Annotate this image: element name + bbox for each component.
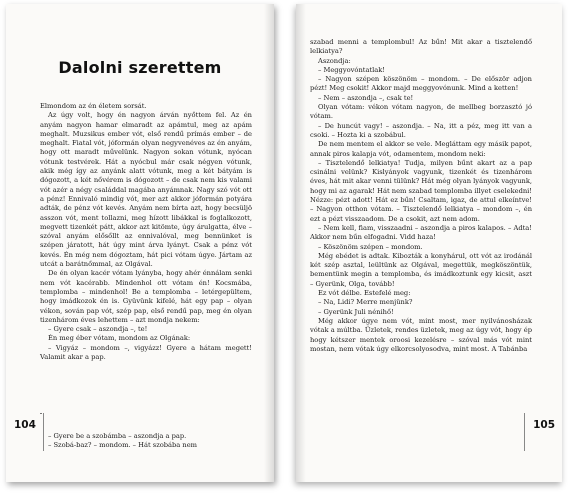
right-page — [296, 4, 562, 482]
paragraph: – Tisztelendő lelkiatya! Tudja, milyen bűnt akart az a pap csinálni velünk? Kislyányok vagyunk, tizenkét és tizenhárom éves, hát mit akar venni tülünk? Hát még olyan lyányok vagyunk, hogy mi az agarak! Hát nem szabad templomba illyet cselekedni! Nézze: pézt adott! Hát ez bűn! Csaltam, igaz, de attul elkeíntve! – Nagyon otthon vótam. – Tisztelendő lelkiatya – mondom –, én ezt a pézt visszaadom. De a csokit, azt nem adom. — [310, 158, 532, 223]
paragraph: Ez vót délbe. Estefelé meg: — [318, 289, 411, 298]
paragraph: Az úgy volt, hogy én nagyon árván nyőttem fel. Az én anyám nagyon hamar elmaradt az apámtul, meg az apám meghalt. Muzsikus ember vót, első rendű prímás ember – de meghalt. Fiatal vót, jóformán olyan negyvenéves az én anyám, hogy ott maradt művelünk. Nagyon sokan vótunk, nyócan vótunk testvérek. Hát a nyócbul már csak négyen vótunk, akik még így az anyánk alatt vótunk, meg a két bátyám is dógozott, a két nővérem is dógozott – de csak nem kis valami vót azér a négy családdal magába anyámnak. Nagy szó vót ott a pénz! Ennivaló mindig vót, mer azt akkor jóformán potyára adták, de pénz vót kevés. Anyám nem bírta azt, hogy becsüljö asszon vót, ment tollazni, meg hízott libákkal is foglalkozott, megvett tizenkét pátt, akkor azt kitömte, úgy árulgatta, élve – szóval anyám elősőllt az ennivalóval, meg bennünket is szépen járatott, hát úgy mint árva lyányt. Csak a pénz vót kevés. Én még nem dógoztam, hát pici vótam úgye. Jártam az utcát a barátnőmmal, az Olgával. — [40, 111, 252, 269]
paragraph: – Vigyáz – mondom –, vigyázz! Gyere a hátam megett! Valamit akar a pap. — [40, 343, 252, 362]
paragraph: – Gyere be a szobámba – aszondja a pap. — [48, 432, 187, 440]
paragraph: Még ebédet is adtak. Kibozták a konyhárul, ott vót az irodánál két szép asztal, leültünk az Olgával, megettük, megköszöntük, bementünk megin a templomba, és imádkoztunk egy kicsit, aszt – Gyerünk, Olga, tovább! — [310, 251, 532, 288]
paragraph: – Köszönöm szépen – mondom. — [318, 242, 423, 251]
folio-rule-left — [40, 413, 42, 414]
paragraph: szabad menni a templombul! Az bűn! Mit akar a tisztelendő lelkiatya? — [310, 38, 532, 56]
paragraph: – Nem – aszondja –, csak te! — [318, 93, 414, 102]
paragraph: Elmondom az én életem sorsát. — [40, 102, 147, 110]
paragraph: De nem mentem el akkor se vele. Megláttam egy másik papot, annak piros kalapja vót, odamentem, mondom neki: — [310, 140, 532, 158]
page-number-left: 104 — [14, 419, 36, 431]
paragraph: – Gyere csak – aszondja –, te! — [48, 325, 148, 334]
paragraph: Olyan vótam: vékon vótam nagyon, de mellbeg borzasztó jó vótam. — [310, 103, 532, 121]
paragraph: – Meggyovóntatlak! — [318, 65, 385, 74]
paragraph: De én olyan kacér vótam lyányba, hogy ahér énnálam senki nem vót kacérabb. Mindenhol ott vótam én! Kocsmába, templomba – mindenhol! Be a templomba – letérgepültem, hogy imádkozok én is. Gyüvünk kifelé, hát egy pap – olyan vékon, sován pap vót, szép pap, első rendű pap, meg én olyan tizenhárom éves lehettem – azt mondja nekem: — [40, 269, 252, 324]
paragraph: – Nagyon szépen köszönöm – mondom. – De először adjon pézt! Meg csokit! Akkor majd meggyovónunk. Mind a ketten! — [310, 75, 532, 93]
page-number-right: 105 — [533, 419, 555, 431]
paragraph: Még akkor úgye nem vót, mint most, mer nyilvánosházak vótak a múltba. Üzletek, rendes üzletek, meg az úgy vót, hogy ép hogy kétszer mentek oroosi kezelésre – szóval más vót mint mostan, nem vótak úgy elkorcsolyosodva, mint most. A Tabánba — [310, 316, 532, 353]
paragraph: – Szobá-baz? – mondom. – Hát szobába nem — [48, 441, 198, 450]
paragraph: – De huncút vagy! – aszondja. – Na, itt a péz, meg itt van a csoki. – Hozta ki a szobábul. — [310, 121, 532, 139]
paragraph: – Na, Lidi? Merre menjünk? — [318, 298, 413, 307]
chapter-title: Dalolni szerettem — [58, 58, 222, 77]
paragraph: Én meg éber vótam, mondom az Olgának: — [48, 334, 191, 343]
paragraph: – Gyerünk Juli nénihő! — [318, 307, 394, 316]
left-page-text — [40, 102, 252, 432]
gutter-shadow — [296, 4, 306, 482]
left-page-text-bottom — [40, 432, 252, 451]
paragraph: – Nem kell, fiam, visszaadni – aszondja a piros kalapos. – Adta! Akkor nem bűn elfogadni. Vidd haza! — [310, 223, 532, 242]
paragraph: Aszondja: — [318, 56, 351, 65]
right-page-text — [310, 38, 532, 464]
left-page — [6, 4, 274, 482]
